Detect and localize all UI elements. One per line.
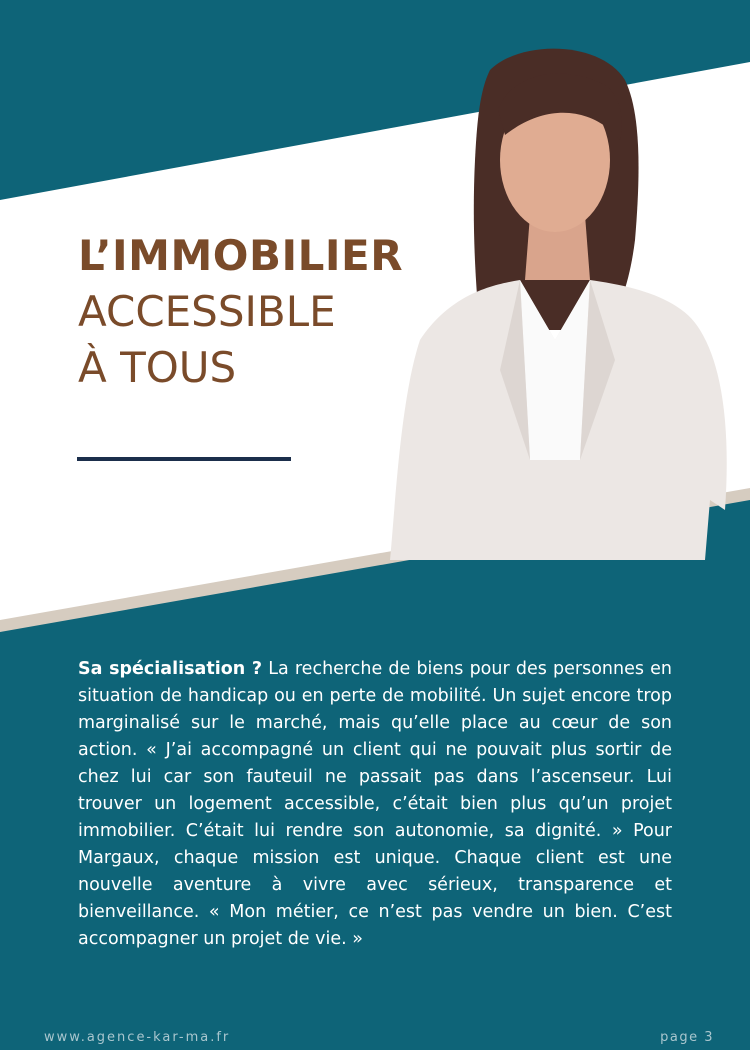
hero-title — [78, 228, 403, 396]
title-underline-rule — [77, 457, 291, 461]
article-lead: Sa spécialisation ? — [78, 659, 263, 679]
footer-website-link[interactable]: www.agence-kar-ma.fr — [44, 1030, 231, 1045]
footer-page-number: page 3 — [660, 1030, 714, 1045]
title-line-immobilier: L’IMMOBILIER — [78, 231, 404, 280]
article-body: La recherche de biens pour des personnes en situation de handicap ou en perte de mobilité. Un sujet encore trop marginalisé sur le marché, mais qu’elle place au cœur de son action. « J’ai accompagné un client qui ne pouvait plus sortir de chez lui car son fauteuil ne passait pas dans l’ascenseur. Lui trouver un logement accessible, c’était bien plus qu’un projet immobilier. C’était lui rendre son autonomie, sa dignité. » Pour Margaux, chaque mission est unique. Chaque client est une nouvelle aventure à vivre avec sérieux, transparence et bienveillance. « Mon métier, ce n’est pas vendre un bien. C’est accompagner un projet de vie. » — [78, 659, 673, 949]
title-line-accessible: ACCESSIBLE — [78, 287, 336, 336]
title-line-a-tous: À TOUS — [78, 343, 237, 392]
woman-portrait-image — [380, 40, 740, 560]
article-paragraph — [78, 656, 672, 953]
